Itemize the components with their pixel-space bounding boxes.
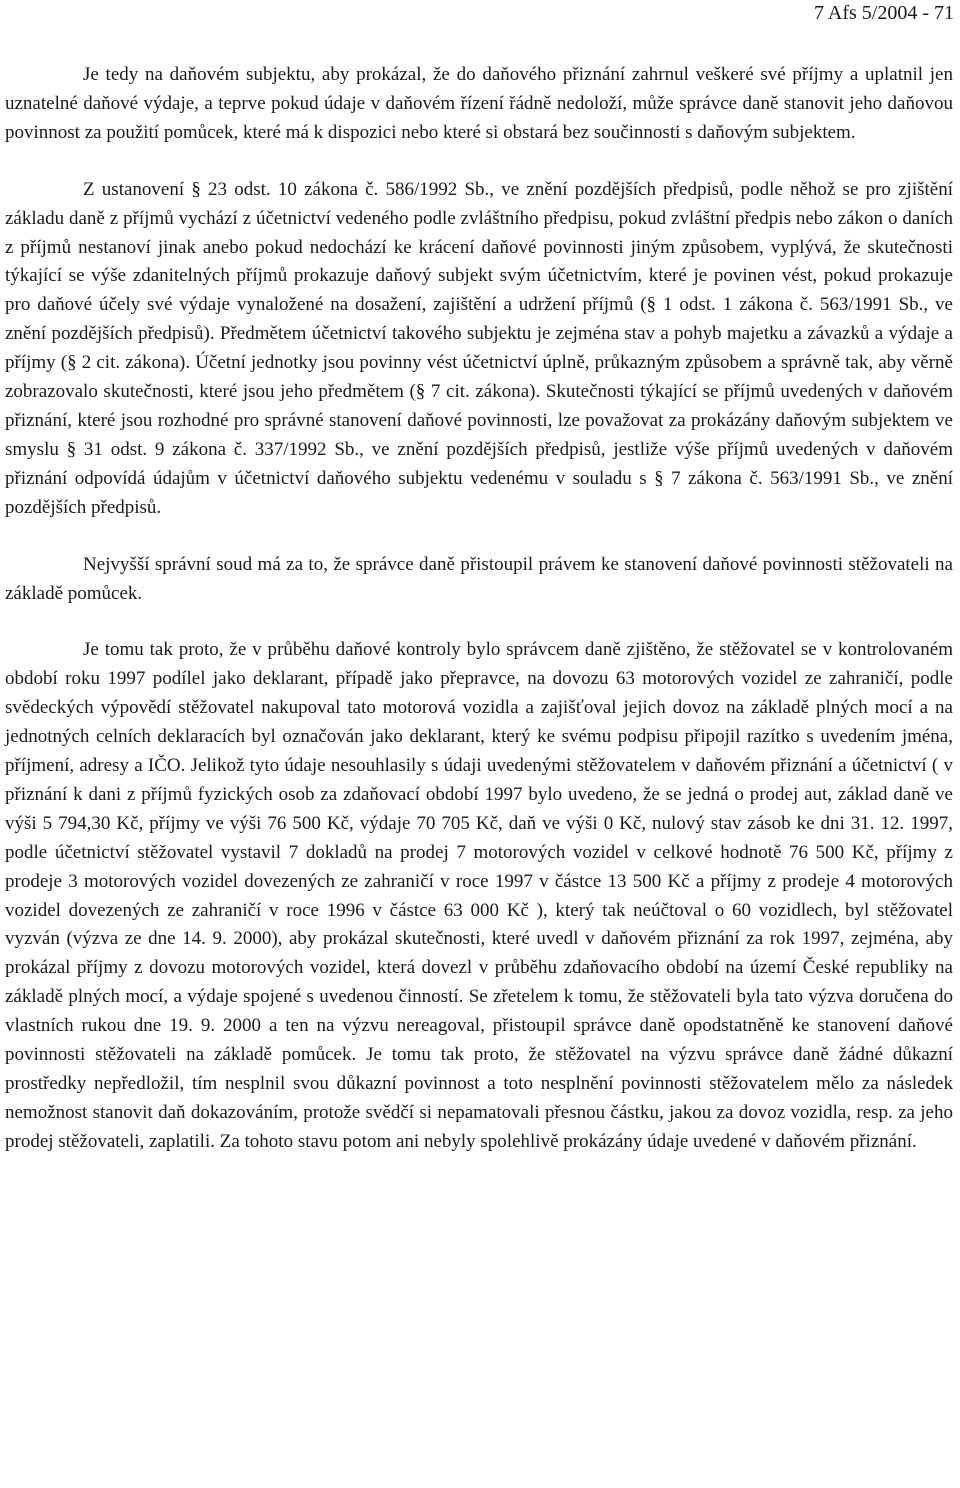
document-body bbox=[5, 61, 953, 1157]
paragraph-burden-of-proof: Je tedy na daňovém subjektu, aby prokázal, že do daňového přiznání zahrnul veškeré své příjmy a uplatnil jen uznatelné daňové výdaje, a teprve pokud údaje v daňovém řízení řádně nedoloží, může správce daně stanovit jeho daňovou povinnost za použití pomůcek, které má k dispozici nebo které si obstará bez součinnosti s daňovým subjektem. bbox=[5, 64, 953, 143]
paragraph-reasoning: Je tomu tak proto, že v průběhu daňové kontroly bylo správcem daně zjištěno, že stěžovatel se v kontrolovaném období roku 1997 podílel jako deklarant, případě jako přepravce, na dovozu 63 motorových vozidel ze zahraničí, podle svědeckých výpovědí stěžovatel nakupoval tato motorová vozidla a zajišťoval jejich dovoz na základě plných mocí a na jednotných celních deklaracích byl označován jako deklarant, který ke svému podpisu připojil razítko s uvedením jména, příjmení, adresy a IČO. Jelikož tyto údaje nesouhlasily s údaji uvedenými stěžovatelem v daňovém přiznání a účetnictví ( v přiznání k dani z příjmů fyzických osob za zdaňovací období 1997 bylo uvedeno, že se jedná o prodej aut, základ daně ve výši 5 794,30 Kč, příjmy ve výši 76 500 Kč, výdaje 70 705 Kč, daň ve výši 0 Kč, nulový stav zásob ke dni 31. 12. 1997, podle účetnictví stěžovatel vystavil 7 dokladů na prodej 7 motorových vozidel v celkové hodnotě 76 500 Kč, příjmy z prodeje 3 motorových vozidel dovezených ze zahraničí v roce 1997 v částce 13 500 Kč a příjmy z prodeje 4 motorových vozidel dovezených ze zahraničí v roce 1996 v částce 63 000 Kč ), který tak neúčtoval o 60 vozidlech, byl stěžovatel vyzván (výzva ze dne 14. 9. 2000), aby prokázal skutečnosti, které uvedl v daňovém přiznání za rok 1997, zejména, aby prokázal příjmy z dovozu motorových vozidel, která dovezl v průběhu zdaňovacího období na území České republiky na základě plných mocí, a výdaje spojené s uvedenou činností. Se zřetelem k tomu, že stěžovateli byla tato výzva doručena do vlastních rukou dne 19. 9. 2000 a ten na výzvu nereagoval, přistoupil správce daně opodstatněně ke stanovení daňové povinnosti stěžovateli na základě pomůcek. Je tomu tak proto, že stěžovatel na výzvu správce daně žádné důkazní prostředky nepředložil, tím nesplnil svou důkazní povinnost a toto nesplnění povinnosti stěžovatelem mělo za následek nemožnost stanovit daň dokazováním, protože svědčí si nepamatovali přesnou částku, jakou za dovoz vozidla, resp. za jeho prodej stěžovateli, zaplatili. Za tohoto stavu potom ani nebyly spolehlivě prokázány údaje uvedené v daňovém přiznání. bbox=[5, 639, 953, 1152]
case-reference: 7 Afs 5/2004 - 71 bbox=[814, 2, 954, 24]
paragraph-court-opinion: Nejvyšší správní soud má za to, že správce daně přistoupil právem ke stanovení daňové povinnosti stěžovateli na základě pomůcek. bbox=[5, 553, 953, 604]
paragraph-legal-basis: Z ustanovení § 23 odst. 10 zákona č. 586/1992 Sb., ve znění pozdějších předpisů, podle něhož se pro zjištění základu daně z příjmů vychází z účetnictví vedeného podle zvláštního předpisu, pokud zvláštní předpis nebo zákon o daních z příjmů nestanoví jinak anebo pokud nedochází ke krácení daňové povinnosti jiným způsobem, vyplývá, že skutečnosti týkající se výše zdanitelných příjmů prokazuje daňový subjekt svým účetnictvím, které je povinen vést, pokud prokazuje pro daňové účely své výdaje vynaložené na dosažení, zajištění a udržení příjmů (§ 1 odst. 1 zákona č. 563/1991 Sb., ve znění pozdějších předpisů). Předmětem účetnictví takového subjektu je zejména stav a pohyb majetku a závazků a výdaje a příjmy (§ 2 cit. zákona). Účetní jednotky jsou povinny vést účetnictví úplně, průkazným způsobem a správně tak, aby věrně zobrazovalo skutečnosti, které jsou jeho předmětem (§ 7 cit. zákona). Skutečnosti týkající se příjmů uvedených v daňovém přiznání, které jsou rozhodné pro správné stanovení daňové povinnosti, lze považovat za prokázány daňovým subjektem ve smyslu § 31 odst. 9 zákona č. 337/1992 Sb., ve znění pozdějších předpisů, jestliže výše příjmů uvedených v daňovém přiznání odpovídá údajům v účetnictví daňového subjektu vedenému v souladu s § 7 zákona č. 563/1991 Sb., ve znění pozdějších předpisů. bbox=[5, 178, 953, 518]
